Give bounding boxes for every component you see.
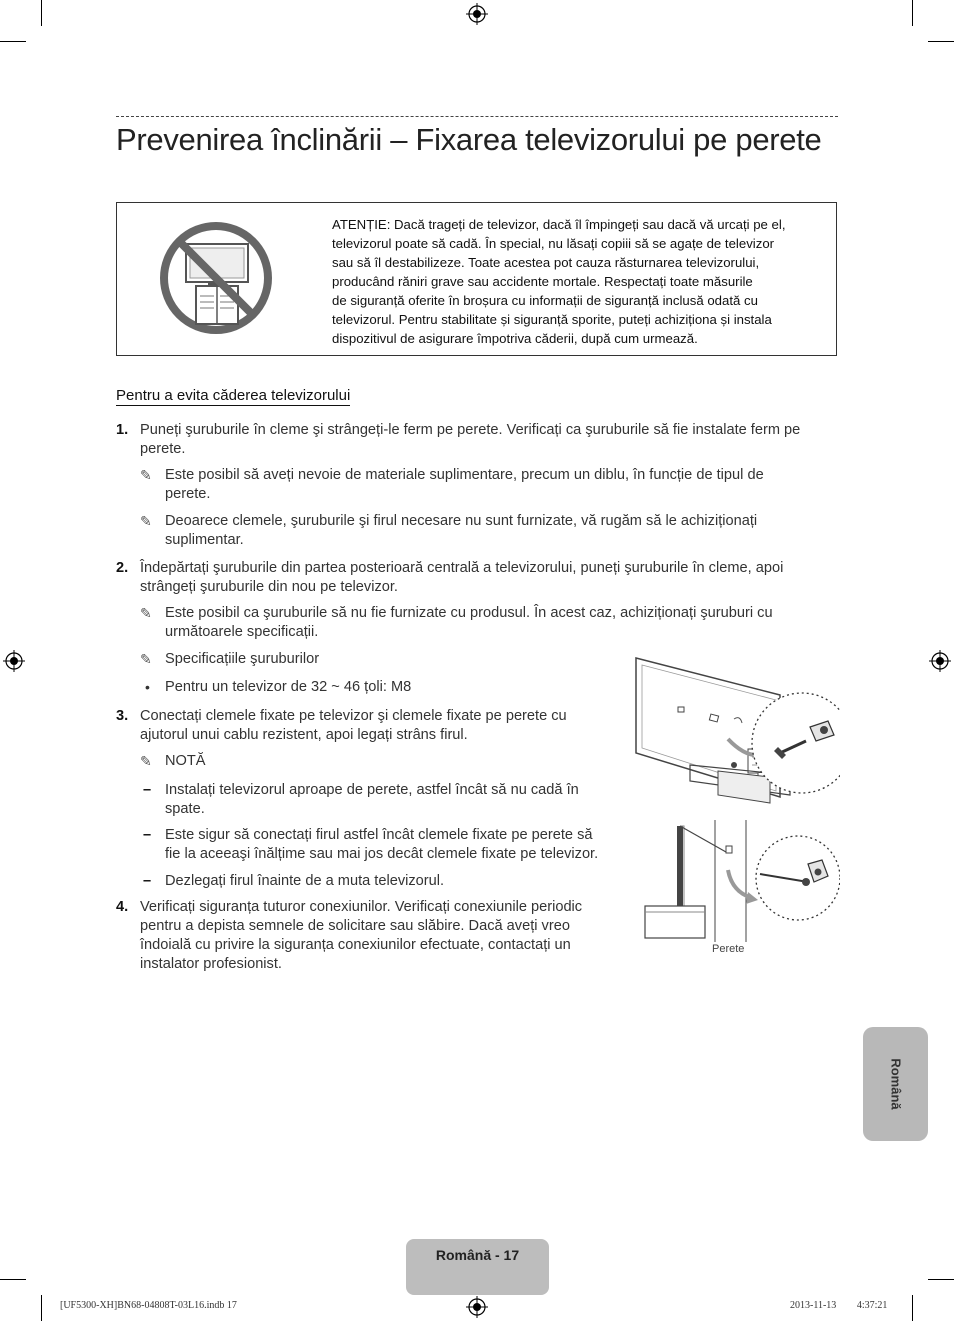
step-text (140, 421, 840, 459)
crop-mark (0, 41, 26, 42)
warning-line: de siguranță oferite în broșura cu informații de siguranță inclusă odată cu (332, 293, 758, 308)
dash-line: Este sigur să conectați firul astfel încât clemele fixate pe perete să (165, 827, 593, 843)
step-line: Puneți şuruburile în cleme şi strângeți-le ferm pe perete. Verificați ca şuruburile să fie instalate ferm pe (140, 422, 801, 438)
note-icon: ✎ (140, 753, 152, 769)
dash-icon: – (143, 827, 152, 843)
page-number-label: Română - 17 (435, 1247, 520, 1263)
page-number-tab (406, 1239, 549, 1295)
registration-target-icon (466, 3, 488, 25)
step-line: instalator profesionist. (140, 956, 282, 972)
note-line: suplimentar. (165, 532, 244, 548)
dash-line: spate. (165, 801, 205, 817)
step-number: 3. (116, 708, 129, 724)
dash-text: Dezlegați firul înainte de a muta televizorul. (165, 873, 445, 889)
footer-timestamp: 2013-11-13 ￿￿ 4:37:21 (790, 1300, 888, 1311)
tv-clip-illustration (630, 655, 840, 810)
crop-mark (912, 0, 913, 26)
step-text (140, 559, 840, 597)
no-tv-tipping-icon (158, 220, 274, 336)
wall-clip-illustration (640, 820, 840, 942)
note-label: NOTĂ (165, 753, 206, 769)
warning-text (332, 215, 817, 348)
dash-line: Instalați televizorul aproape de perete, astfel încât să nu cadă în (165, 782, 579, 798)
step-line: strângeți şuruburile din nou pe televizor. (140, 579, 398, 595)
language-tab-label: Română (888, 1058, 903, 1110)
footer-file-info: [UF5300-XH]BN68-04808T-03L16.indb 17 (60, 1300, 237, 1311)
crop-mark (0, 1279, 26, 1280)
crop-mark (928, 1279, 954, 1280)
warning-line: ATENȚIE: Dacă trageți de televizor, dacă îl împingeți sau dacă vă urcați pe el, (332, 217, 786, 232)
figure-caption: Perete (712, 943, 745, 955)
note-icon: ✎ (140, 651, 152, 667)
step-line: îndoială cu privire la siguranța conexiunilor efectuate, contactați un (140, 937, 571, 953)
step-text (140, 707, 610, 745)
note-line: Este posibil ca şuruburile să nu fie furnizate cu produsul. În acest caz, achiziționați şuruburi cu (165, 605, 773, 621)
warning-line: producând răniri grave sau accidente mortale. Respectați toate măsurile (332, 274, 753, 289)
dash-icon: – (143, 873, 152, 889)
dash-text (165, 826, 625, 864)
step-line: Conectați clemele fixate pe televizor şi clemele fixate pe perete cu (140, 708, 567, 724)
note-line: Este posibil să aveți nevoie de materiale suplimentare, precum un diblu, în funcție de tipul de (165, 467, 764, 483)
page-title: Prevenirea înclinării – Fixarea televizorului pe perete (116, 122, 822, 157)
step-text (140, 898, 610, 974)
step-line: pentru a depista semnele de solicitare sau slăbire. Dacă aveți vreo (140, 918, 570, 934)
note-icon: ✎ (140, 467, 152, 483)
section-heading: Pentru a evita căderea televizorului (116, 387, 351, 404)
registration-target-icon (929, 650, 951, 672)
step-number: 4. (116, 899, 129, 915)
step-line: Verificați siguranța tuturor conexiunilor. Verificați conexiunile periodic (140, 899, 583, 915)
note-text (165, 466, 845, 504)
note-icon: ✎ (140, 513, 152, 529)
bullet-text: Pentru un televizor de 32 ~ 46 țoli: M8 (165, 679, 412, 695)
title-rule (116, 116, 838, 117)
step-number: 1. (116, 422, 129, 438)
warning-line: dispozitivul de asigurare împotriva căderii, după cum urmează. (332, 331, 698, 346)
note-line: următoarele specificații. (165, 624, 319, 640)
language-tab (863, 1027, 928, 1141)
crop-mark (41, 1295, 42, 1321)
step-line: Îndepărtați şuruburile din partea posterioară centrală a televizorului, puneți şuruburile în cleme, apoi (140, 560, 784, 576)
registration-target-icon (3, 650, 25, 672)
note-text (165, 512, 845, 550)
dash-icon: – (143, 782, 152, 798)
note-icon: ✎ (140, 605, 152, 621)
note-text (165, 604, 845, 642)
warning-line: televizorul poate să cadă. În special, nu lăsați copiii să se agațe de televizor (332, 236, 775, 251)
crop-mark (912, 1295, 913, 1321)
step-number: 2. (116, 560, 129, 576)
warning-line: televizorul. Pentru stabilitate și siguranță sporite, puteți achiziționa și instala (332, 312, 772, 327)
crop-mark (928, 41, 954, 42)
dash-text (165, 781, 615, 819)
crop-mark (41, 0, 42, 26)
step-line: perete. (140, 441, 186, 457)
bullet-icon: • (145, 679, 150, 695)
warning-line: sau să îl destabilizeze. Toate acestea pot cauza răsturnarea televizorului, (332, 255, 760, 270)
step-line: ajutorul unui cablu rezistent, apoi legați strâns firul. (140, 727, 468, 743)
note-line: perete. (165, 486, 211, 502)
registration-target-icon (466, 1296, 488, 1318)
note-text: Specificațiile şuruburilor (165, 651, 320, 667)
note-line: Deoarece clemele, şuruburile şi firul necesare nu sunt furnizate, vă rugăm să le achiziționați (165, 513, 758, 529)
dash-line: fie la aceeaşi înălțime sau mai jos decât clemele fixate pe televizor. (165, 846, 599, 862)
